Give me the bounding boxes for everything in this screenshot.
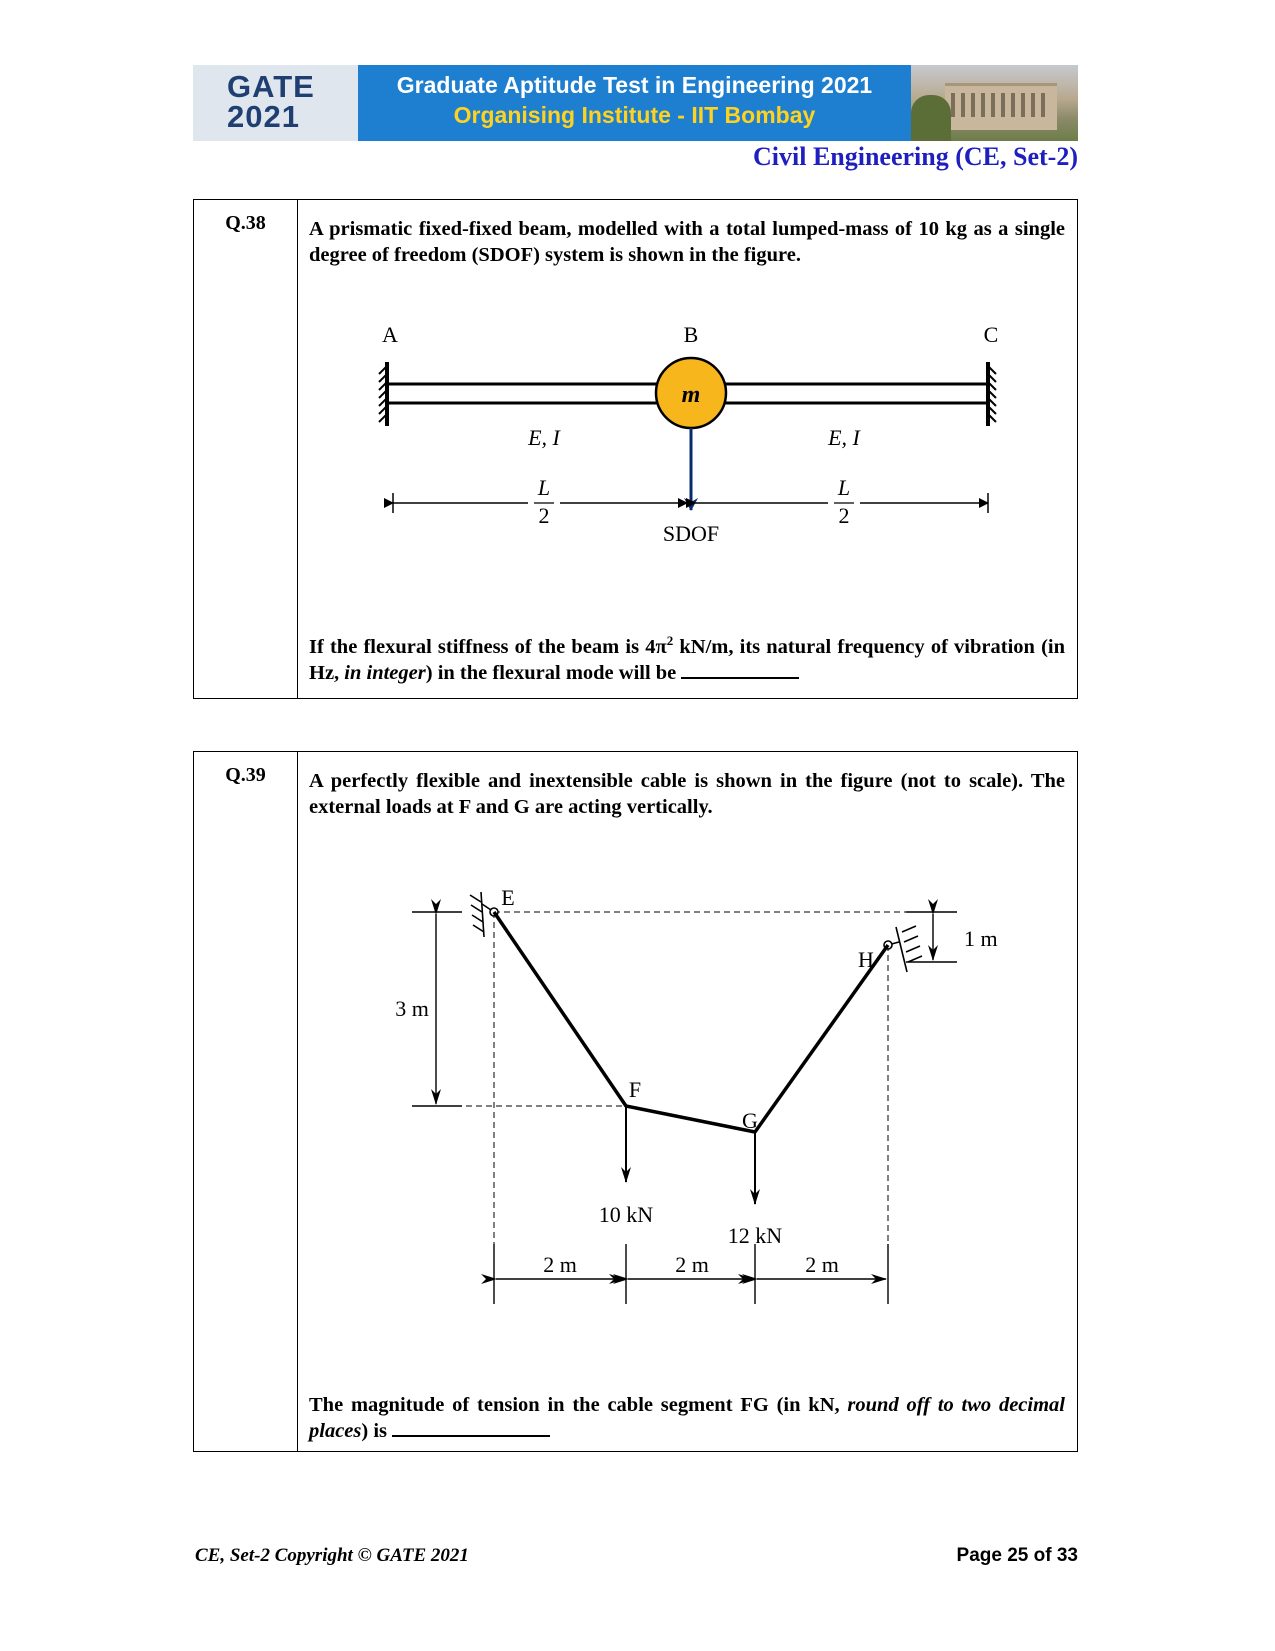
question-39-intro: A perfectly flexible and inextensible cable is shown in the figure (not to scale). The external loads at F and G are acting vertically. xyxy=(309,770,1065,818)
copyright-footer: CE, Set-2 Copyright © GATE 2021 xyxy=(195,1545,469,1566)
len-num-right: L xyxy=(837,475,851,500)
mass-label: m xyxy=(681,382,701,408)
title-banner xyxy=(358,65,911,141)
dim-3m-label: 3 m xyxy=(395,996,429,1021)
gate-logo xyxy=(193,65,358,141)
len-num-left: L xyxy=(537,475,551,500)
logo-line2: 2021 xyxy=(227,99,300,134)
question-number: Q.39 xyxy=(194,752,298,1451)
span-1-label: 2 m xyxy=(543,1252,577,1277)
sdof-beam-figure xyxy=(194,200,1079,700)
q38-part3: ) in the flexural mode will be xyxy=(425,661,677,684)
span-2-label: 2 m xyxy=(675,1252,709,1277)
ei-left-label: E, I xyxy=(528,425,560,450)
load-g-label: 12 kN xyxy=(727,1223,783,1248)
answer-blank[interactable] xyxy=(392,1435,550,1437)
label-h: H xyxy=(858,947,874,972)
label-a: A xyxy=(382,322,398,347)
question-38-text xyxy=(309,628,1065,686)
cable xyxy=(494,912,888,1132)
fixed-support-a xyxy=(379,362,387,426)
answer-blank[interactable] xyxy=(681,677,799,679)
question-39-text xyxy=(309,1392,1065,1444)
page-prefix: Page xyxy=(956,1545,1008,1566)
page-current: 25 xyxy=(1007,1545,1029,1566)
q39-part2: ) is xyxy=(361,1420,387,1442)
span-3-label: 2 m xyxy=(805,1252,839,1277)
header-banner xyxy=(193,65,1078,141)
question-number: Q.38 xyxy=(194,200,298,698)
label-b: B xyxy=(683,322,699,347)
question-39-box xyxy=(193,751,1078,1452)
q38-part1: If the flexural stiffness of the beam is 4 xyxy=(309,635,656,658)
dim-1m-label: 1 m xyxy=(964,926,998,951)
subject-title: Civil Engineering (CE, Set-2) xyxy=(753,142,1078,171)
page-total: 33 xyxy=(1056,1545,1078,1566)
label-f: F xyxy=(628,1077,642,1102)
square-sup: 2 xyxy=(666,633,674,648)
load-f-label: 10 kN xyxy=(598,1202,654,1227)
q38-italic: in integer xyxy=(344,661,426,684)
q39-part1: The magnitude of tension in the cable segment FG (in kN, xyxy=(309,1394,848,1416)
exam-title: Graduate Aptitude Test in Engineering 2021 xyxy=(396,72,873,98)
label-c: C xyxy=(983,322,999,347)
pi-symbol: π xyxy=(655,635,667,658)
question-38-intro: A prismatic fixed-fixed beam, modelled with a total lumped-mass of 10 kg as a single degree of freedom (SDOF) system is shown in the figure. xyxy=(309,218,1065,266)
question-38-box xyxy=(193,199,1078,699)
page-mid: of xyxy=(1028,1545,1057,1566)
label-g: G xyxy=(742,1108,758,1133)
q38-part2: kN/m, its natural frequency of vibration (in Hz, xyxy=(309,635,1065,684)
page-number xyxy=(957,1545,1078,1567)
institute-photo xyxy=(911,65,1078,141)
pin-support-h xyxy=(884,926,922,972)
len-den-left: 2 xyxy=(538,503,550,528)
sdof-label: SDOF xyxy=(662,521,720,546)
cable-figure xyxy=(194,752,1079,1453)
label-e: E xyxy=(501,885,515,910)
ei-right-label: E, I xyxy=(828,425,860,450)
organising-institute: Organising Institute - IIT Bombay xyxy=(453,102,816,128)
logo-line1: GATE xyxy=(227,69,315,104)
fixed-support-c xyxy=(988,362,996,426)
q39-italic: round off to two decimal places xyxy=(309,1394,1065,1442)
len-den-right: 2 xyxy=(838,503,850,528)
